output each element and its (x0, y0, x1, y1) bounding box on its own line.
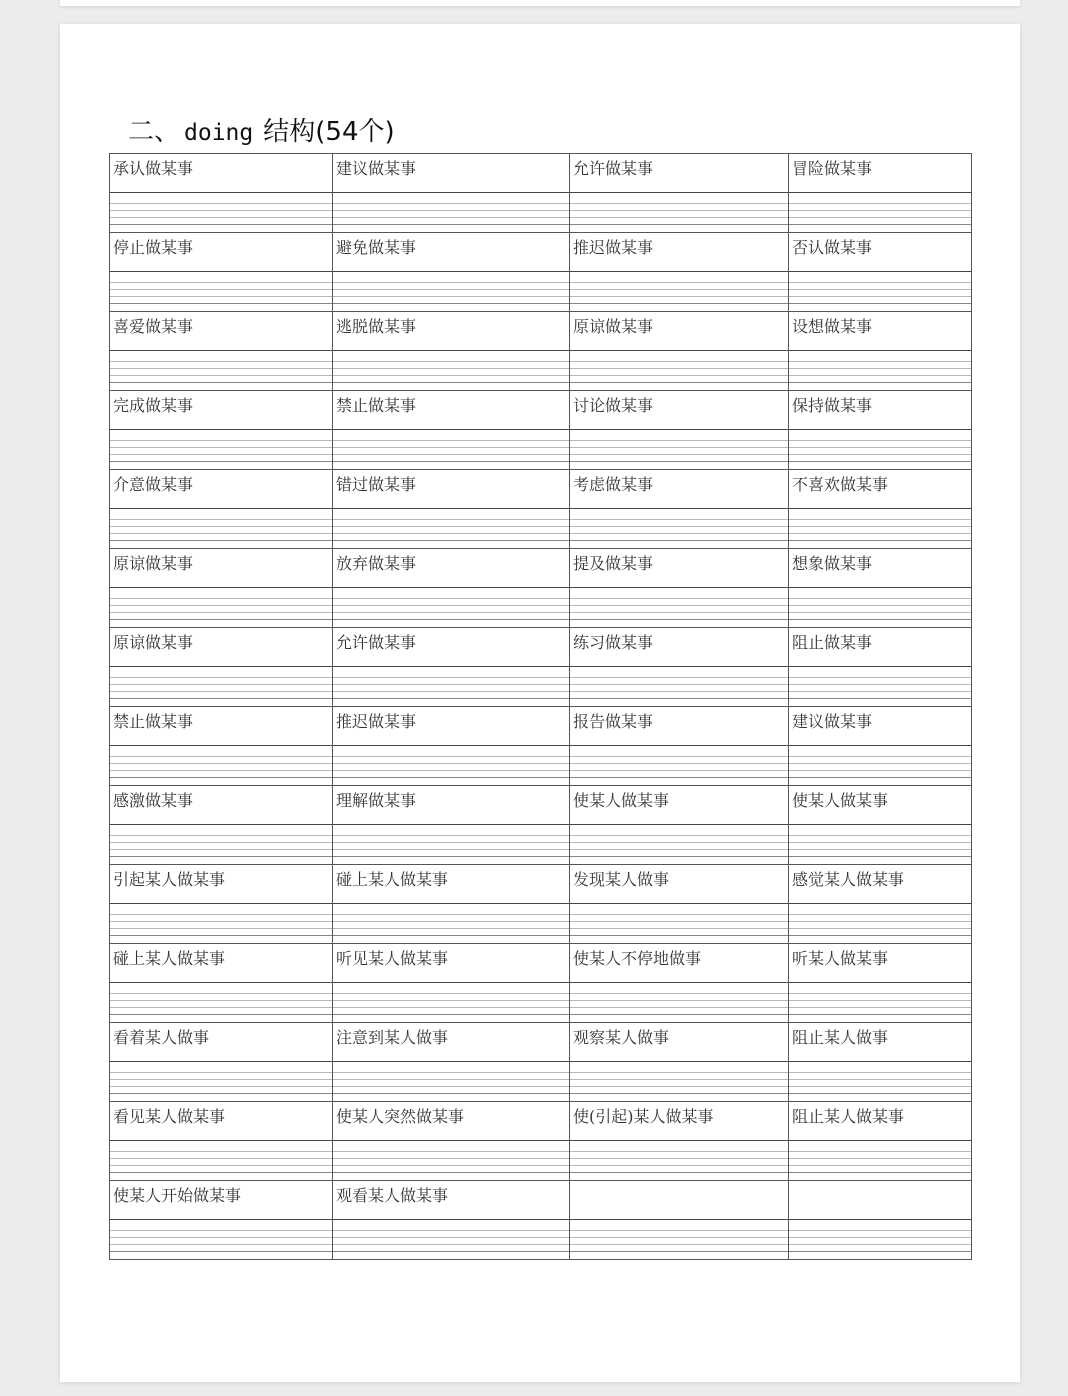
table-cell (110, 549, 333, 628)
phrase-label: 理解做某事 (333, 786, 569, 825)
writing-lines[interactable] (333, 272, 569, 311)
entry-cell (570, 786, 788, 864)
table-cell (789, 154, 972, 233)
table-cell (333, 470, 570, 549)
writing-lines[interactable] (110, 825, 332, 864)
writing-lines[interactable] (333, 509, 569, 548)
entry-cell (789, 628, 971, 706)
writing-lines[interactable] (333, 904, 569, 943)
writing-lines[interactable] (110, 983, 332, 1022)
phrase-label: 建议做某事 (333, 154, 569, 193)
phrase-label: 推迟做某事 (333, 707, 569, 746)
entry-cell (333, 391, 569, 469)
table-cell (789, 628, 972, 707)
writing-lines[interactable] (789, 272, 971, 311)
phrase-label: 否认做某事 (789, 233, 971, 272)
entry-cell (789, 1023, 971, 1101)
table-row (110, 391, 972, 470)
table-cell (570, 1102, 789, 1181)
entry-cell (333, 1181, 569, 1259)
phrase-label: 禁止做某事 (110, 707, 332, 746)
table-cell (333, 1023, 570, 1102)
table-cell (333, 391, 570, 470)
table-cell (333, 1181, 570, 1260)
writing-lines[interactable] (789, 193, 971, 232)
phrase-label: 停止做某事 (110, 233, 332, 272)
table-cell (570, 312, 789, 391)
table-row (110, 1102, 972, 1181)
writing-lines[interactable] (570, 667, 788, 706)
section-title-label: 结构 (263, 117, 316, 147)
table-cell (110, 391, 333, 470)
entry-cell (333, 707, 569, 785)
entry-cell (110, 1023, 332, 1101)
phrase-label: 阻止某人做事 (789, 1023, 971, 1062)
phrase-label (570, 1181, 788, 1220)
phrase-label: 错过做某事 (333, 470, 569, 509)
phrase-label: 使某人突然做某事 (333, 1102, 569, 1141)
writing-lines[interactable] (333, 1220, 569, 1259)
phrase-label: 避免做某事 (333, 233, 569, 272)
phrase-label: 允许做某事 (333, 628, 569, 667)
section-title (128, 114, 395, 150)
phrase-label: 逃脱做某事 (333, 312, 569, 351)
phrase-label: 放弃做某事 (333, 549, 569, 588)
phrase-label: 练习做某事 (570, 628, 788, 667)
entry-cell (333, 470, 569, 548)
entry-cell (570, 1023, 788, 1101)
writing-lines[interactable] (333, 983, 569, 1022)
entry-cell (110, 1102, 332, 1180)
entry-cell (110, 549, 332, 627)
phrase-label: 使某人不停地做事 (570, 944, 788, 983)
writing-lines[interactable] (789, 509, 971, 548)
phrase-label: 不喜欢做某事 (789, 470, 971, 509)
writing-lines[interactable] (570, 193, 788, 232)
writing-lines[interactable] (570, 983, 788, 1022)
phrase-label: 引起某人做某事 (110, 865, 332, 904)
writing-lines[interactable] (110, 430, 332, 469)
writing-lines[interactable] (570, 509, 788, 548)
table-cell (333, 707, 570, 786)
phrase-label: 听某人做某事 (789, 944, 971, 983)
table-cell (570, 628, 789, 707)
writing-lines[interactable] (570, 825, 788, 864)
table-cell (110, 1102, 333, 1181)
phrase-label: 原谅做某事 (110, 549, 332, 588)
entry-cell (110, 944, 332, 1022)
writing-lines[interactable] (333, 825, 569, 864)
table-row (110, 707, 972, 786)
writing-lines[interactable] (110, 588, 332, 627)
entry-cell (570, 1102, 788, 1180)
table-cell (570, 944, 789, 1023)
entry-cell (789, 1181, 971, 1259)
writing-lines[interactable] (110, 746, 332, 785)
writing-lines[interactable] (110, 1141, 332, 1180)
table-cell (789, 470, 972, 549)
table-row (110, 786, 972, 865)
writing-lines[interactable] (789, 1141, 971, 1180)
phrase-label: 看见某人做某事 (110, 1102, 332, 1141)
phrase-label: 承认做某事 (110, 154, 332, 193)
entry-cell (570, 154, 788, 232)
entry-cell (110, 628, 332, 706)
phrase-label: 阻止做某事 (789, 628, 971, 667)
entry-cell (570, 470, 788, 548)
phrase-label: 使某人做某事 (570, 786, 788, 825)
entry-cell (110, 786, 332, 864)
phrase-label: 使某人开始做某事 (110, 1181, 332, 1220)
entry-cell (110, 1181, 332, 1259)
table-row (110, 1023, 972, 1102)
vocabulary-table-body (110, 154, 972, 1260)
entry-cell (110, 470, 332, 548)
entry-cell (570, 628, 788, 706)
table-cell (333, 154, 570, 233)
phrase-label: 讨论做某事 (570, 391, 788, 430)
writing-lines[interactable] (570, 1141, 788, 1180)
table-cell (110, 312, 333, 391)
phrase-label: 原谅做某事 (570, 312, 788, 351)
writing-lines[interactable] (110, 1062, 332, 1101)
table-cell (110, 707, 333, 786)
table-cell (789, 865, 972, 944)
phrase-label: 喜爱做某事 (110, 312, 332, 351)
phrase-label: 阻止某人做某事 (789, 1102, 971, 1141)
table-cell (110, 233, 333, 312)
writing-lines[interactable] (333, 667, 569, 706)
table-cell (110, 470, 333, 549)
table-row (110, 628, 972, 707)
table-cell (570, 154, 789, 233)
phrase-label: 使(引起)某人做某事 (570, 1102, 788, 1141)
phrase-label: 建议做某事 (789, 707, 971, 746)
table-cell (333, 786, 570, 865)
phrase-label: 报告做某事 (570, 707, 788, 746)
table-cell (570, 391, 789, 470)
entry-cell (333, 233, 569, 311)
table-cell (333, 1102, 570, 1181)
table-cell (789, 1102, 972, 1181)
phrase-label: 保持做某事 (789, 391, 971, 430)
writing-lines[interactable] (570, 1062, 788, 1101)
entry-cell (333, 786, 569, 864)
entry-cell (789, 470, 971, 548)
writing-lines[interactable] (789, 983, 971, 1022)
phrase-label: 观察某人做事 (570, 1023, 788, 1062)
writing-lines[interactable] (333, 1141, 569, 1180)
writing-lines[interactable] (789, 430, 971, 469)
phrase-label: 完成做某事 (110, 391, 332, 430)
writing-lines[interactable] (110, 509, 332, 548)
table-cell (333, 549, 570, 628)
phrase-label (789, 1181, 971, 1220)
writing-lines[interactable] (110, 1220, 332, 1259)
writing-lines[interactable] (789, 825, 971, 864)
table-cell (333, 944, 570, 1023)
writing-lines[interactable] (333, 746, 569, 785)
entry-cell (333, 944, 569, 1022)
table-cell (570, 470, 789, 549)
entry-cell (333, 312, 569, 390)
phrase-label: 禁止做某事 (333, 391, 569, 430)
table-cell (110, 865, 333, 944)
phrase-label: 发现某人做事 (570, 865, 788, 904)
entry-cell (333, 549, 569, 627)
phrase-label: 观看某人做某事 (333, 1181, 569, 1220)
table-row (110, 470, 972, 549)
entry-cell (789, 549, 971, 627)
phrase-label: 设想做某事 (789, 312, 971, 351)
writing-lines[interactable] (789, 351, 971, 390)
writing-lines[interactable] (110, 272, 332, 311)
table-cell (333, 865, 570, 944)
writing-lines[interactable] (570, 746, 788, 785)
writing-lines[interactable] (570, 588, 788, 627)
writing-lines[interactable] (110, 667, 332, 706)
writing-lines[interactable] (570, 430, 788, 469)
table-cell (570, 865, 789, 944)
entry-cell (110, 233, 332, 311)
table-cell (570, 1181, 789, 1260)
table-cell (789, 944, 972, 1023)
entry-cell (570, 312, 788, 390)
entry-cell (333, 1023, 569, 1101)
phrase-label: 注意到某人做事 (333, 1023, 569, 1062)
entry-cell (789, 1102, 971, 1180)
table-cell (333, 233, 570, 312)
entry-cell (110, 707, 332, 785)
entry-cell (789, 786, 971, 864)
writing-lines[interactable] (789, 1062, 971, 1101)
writing-lines[interactable] (570, 351, 788, 390)
entry-cell (789, 944, 971, 1022)
vocabulary-table (109, 153, 972, 1260)
table-row (110, 312, 972, 391)
entry-cell (570, 1181, 788, 1259)
entry-cell (110, 154, 332, 232)
phrase-label: 听见某人做某事 (333, 944, 569, 983)
entry-cell (110, 391, 332, 469)
phrase-label: 碰上某人做某事 (333, 865, 569, 904)
table-row (110, 549, 972, 628)
entry-cell (789, 233, 971, 311)
writing-lines[interactable] (570, 1220, 788, 1259)
phrase-label: 允许做某事 (570, 154, 788, 193)
previous-page-edge (60, 0, 1020, 6)
writing-lines[interactable] (110, 193, 332, 232)
table-cell (110, 154, 333, 233)
table-row (110, 154, 972, 233)
entry-cell (333, 154, 569, 232)
writing-lines[interactable] (333, 1062, 569, 1101)
table-cell (333, 628, 570, 707)
entry-cell (570, 944, 788, 1022)
table-cell (570, 786, 789, 865)
table-cell (789, 312, 972, 391)
entry-cell (333, 628, 569, 706)
table-row (110, 865, 972, 944)
entry-cell (570, 865, 788, 943)
table-cell (110, 944, 333, 1023)
writing-lines[interactable] (110, 351, 332, 390)
entry-cell (110, 865, 332, 943)
document-page (60, 24, 1020, 1382)
entry-cell (570, 233, 788, 311)
phrase-label: 感激做某事 (110, 786, 332, 825)
phrase-label: 感觉某人做某事 (789, 865, 971, 904)
entry-cell (333, 865, 569, 943)
phrase-label: 介意做某事 (110, 470, 332, 509)
table-cell (789, 707, 972, 786)
writing-lines[interactable] (789, 588, 971, 627)
writing-lines[interactable] (789, 1220, 971, 1259)
entry-cell (789, 391, 971, 469)
table-cell (789, 1023, 972, 1102)
table-cell (570, 1023, 789, 1102)
entry-cell (789, 154, 971, 232)
table-cell (570, 233, 789, 312)
phrase-label: 想象做某事 (789, 549, 971, 588)
entry-cell (333, 1102, 569, 1180)
table-cell (789, 233, 972, 312)
table-cell (110, 1181, 333, 1260)
writing-lines[interactable] (789, 667, 971, 706)
writing-lines[interactable] (110, 904, 332, 943)
phrase-label: 看着某人做事 (110, 1023, 332, 1062)
section-title-code: doing (184, 120, 254, 146)
table-row (110, 233, 972, 312)
entry-cell (789, 707, 971, 785)
phrase-label: 考虑做某事 (570, 470, 788, 509)
section-title-count: (54个) (315, 117, 395, 147)
phrase-label: 使某人做某事 (789, 786, 971, 825)
table-row (110, 1181, 972, 1260)
table-cell (570, 549, 789, 628)
entry-cell (570, 707, 788, 785)
writing-lines[interactable] (789, 746, 971, 785)
entry-cell (110, 312, 332, 390)
table-cell (789, 391, 972, 470)
table-cell (789, 1181, 972, 1260)
table-cell (110, 1023, 333, 1102)
writing-lines[interactable] (789, 904, 971, 943)
section-title-prefix: 二、 (128, 117, 181, 147)
table-cell (110, 628, 333, 707)
phrase-label: 推迟做某事 (570, 233, 788, 272)
table-row (110, 944, 972, 1023)
writing-lines[interactable] (570, 904, 788, 943)
phrase-label: 碰上某人做某事 (110, 944, 332, 983)
writing-lines[interactable] (333, 351, 569, 390)
phrase-label: 提及做某事 (570, 549, 788, 588)
table-cell (570, 707, 789, 786)
writing-lines[interactable] (570, 272, 788, 311)
writing-lines[interactable] (333, 588, 569, 627)
table-cell (789, 786, 972, 865)
entry-cell (789, 312, 971, 390)
table-cell (333, 312, 570, 391)
phrase-label: 原谅做某事 (110, 628, 332, 667)
table-cell (110, 786, 333, 865)
table-cell (789, 549, 972, 628)
entry-cell (570, 391, 788, 469)
entry-cell (789, 865, 971, 943)
writing-lines[interactable] (333, 193, 569, 232)
writing-lines[interactable] (333, 430, 569, 469)
phrase-label: 冒险做某事 (789, 154, 971, 193)
entry-cell (570, 549, 788, 627)
